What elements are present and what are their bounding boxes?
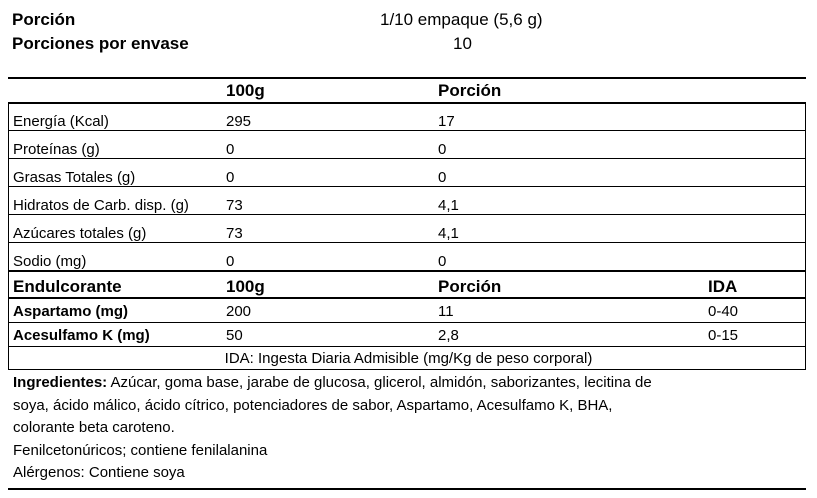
nutrient-label: Energía (Kcal) <box>13 113 109 130</box>
nutrient-value-portion: 0 <box>438 169 447 186</box>
row-divider <box>8 214 806 215</box>
sweetener-header-underline <box>8 297 806 299</box>
sweetener-label: Acesulfamo K (mg) <box>13 327 150 344</box>
servings-label: Porciones por envase <box>12 34 189 53</box>
nutrition-bottom-rule <box>8 270 806 272</box>
nutrient-value-portion: 0 <box>438 253 447 270</box>
row-divider <box>8 322 806 323</box>
sweetener-value-portion: 2,8 <box>438 327 459 344</box>
row-divider <box>8 158 806 159</box>
table-left-border <box>8 103 9 370</box>
nutrient-value-100g: 295 <box>226 113 252 130</box>
nutrient-label: Azúcares totales (g) <box>13 225 147 242</box>
nutrient-value-portion: 4,1 <box>438 225 459 242</box>
ingredients-block <box>13 372 793 485</box>
ingredients-label: Ingredientes: <box>13 374 108 391</box>
row-divider <box>8 346 806 347</box>
nutrient-value-portion: 4,1 <box>438 197 459 214</box>
ingredients-line: colorante beta caroteno. <box>13 419 175 436</box>
nutrient-value-100g: 73 <box>226 225 243 242</box>
ida-footnote: IDA: Ingesta Diaria Admisible (mg/Kg de peso corporal) <box>224 350 593 367</box>
row-divider <box>8 130 806 131</box>
nutrient-value-100g: 0 <box>226 141 235 158</box>
phenylketonuric-warning: Fenilcetonúricos; contiene fenilalanina <box>13 441 268 459</box>
nutrient-value-100g: 73 <box>226 197 243 214</box>
sweetener-column-header-portion: Porción <box>438 277 502 296</box>
row-divider <box>8 186 806 187</box>
nutrient-value-portion: 17 <box>438 113 455 130</box>
footnote-divider <box>8 369 806 370</box>
servings-value: 10 <box>453 34 472 53</box>
column-header-100g: 100g <box>226 81 265 100</box>
nutrient-value-portion: 0 <box>438 141 447 158</box>
nutrient-value-100g: 0 <box>226 253 235 270</box>
nutrient-label: Proteínas (g) <box>13 141 100 158</box>
table-top-rule <box>8 77 806 79</box>
nutrient-label: Sodio (mg) <box>13 253 87 270</box>
row-divider <box>8 242 806 243</box>
nutrient-label: Grasas Totales (g) <box>13 169 136 186</box>
allergen-statement: Alérgenos: Contiene soya <box>13 464 185 481</box>
sweetener-value-100g: 200 <box>226 303 252 320</box>
table-bottom-rule <box>8 488 806 490</box>
nutrient-value-100g: 0 <box>226 169 235 186</box>
table-right-border <box>805 103 806 370</box>
portion-label: Porción <box>12 10 76 29</box>
sweetener-column-header-100g: 100g <box>226 277 265 296</box>
nutrient-label: Hidratos de Carb. disp. (g) <box>13 197 189 214</box>
header-underline <box>8 102 806 104</box>
ingredients-text: Azúcar, goma base, jarabe de glucosa, glicerol, almidón, saborizantes, lecitina de <box>110 374 652 391</box>
portion-value: 1/10 empaque (5,6 g) <box>380 10 543 29</box>
sweetener-label: Aspartamo (mg) <box>13 303 129 320</box>
sweetener-column-header-ida: IDA <box>708 277 738 296</box>
ingredients-line <box>13 372 793 395</box>
sweetener-value-ida: 0-40 <box>708 303 739 320</box>
ingredients-line: soya, ácido málico, ácido cítrico, potenciadores de sabor, Aspartamo, Acesulfamo K, BHA, <box>13 396 613 414</box>
sweetener-header: Endulcorante <box>13 277 122 296</box>
sweetener-value-ida: 0-15 <box>708 327 739 344</box>
column-header-portion: Porción <box>438 81 502 100</box>
sweetener-value-100g: 50 <box>226 327 243 344</box>
sweetener-value-portion: 11 <box>438 303 454 320</box>
